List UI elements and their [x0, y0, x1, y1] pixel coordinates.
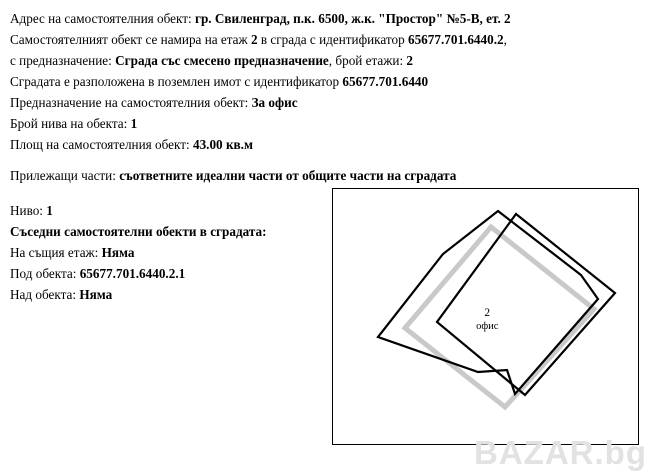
unit-purpose-part-0: Предназначение на самостоятелния обект:	[10, 95, 252, 110]
detail-line-floor-building	[10, 29, 645, 50]
level-part-1: 1	[46, 203, 53, 218]
neighbours-heading	[10, 221, 332, 242]
detail-line-same-floor	[10, 242, 332, 263]
detail-line-below-object	[10, 263, 332, 284]
detail-line-purpose-building	[10, 50, 645, 71]
property-details-block	[10, 8, 645, 186]
plan-room-number: 2	[484, 306, 491, 319]
detail-line-level	[10, 200, 332, 221]
above-object-part-1: Няма	[79, 287, 113, 302]
area-part-1: 43.00 кв.м	[192, 137, 253, 152]
adjacent-parts-part-1: съответните идеални части от общите части на сградата	[119, 168, 457, 183]
floor-building-part-0: Самостоятелният обект се намира на етаж	[10, 32, 251, 47]
plan-room-label	[476, 307, 498, 333]
same-floor-part-1: Няма	[101, 245, 135, 260]
plan-room-name: офис	[476, 320, 499, 332]
below-object-part-0: Под обекта:	[10, 266, 80, 281]
land-property-part-1: 65677.701.6440	[342, 74, 429, 89]
detail-line-land-property	[10, 71, 645, 92]
levels-count-part-0: Брой нива на обекта:	[10, 116, 131, 131]
adjacent-parts-part-0: Прилежащи части:	[10, 168, 120, 183]
purpose-building-part-0: с предназначение:	[10, 53, 116, 68]
floor-plan-container	[332, 186, 645, 445]
lower-section	[10, 186, 645, 445]
detail-line-adjacent-parts	[10, 165, 645, 186]
below-object-part-1: 65677.701.6440.2.1	[79, 266, 186, 281]
level-part-0: Ниво:	[10, 203, 47, 218]
area-part-0: Площ на самостоятелния обект:	[10, 137, 193, 152]
detail-line-address	[10, 8, 645, 29]
detail-line-levels-count	[10, 113, 645, 134]
unit-purpose-part-1: За офис	[251, 95, 298, 110]
levels-count-part-1: 1	[130, 116, 138, 131]
purpose-building-part-2: , брой етажи:	[328, 53, 407, 68]
same-floor-part-0: На същия етаж:	[10, 245, 102, 260]
address-part-1: гр. Свиленград, п.к. 6500, ж.к. "Простор" №5-В, ет. 2	[194, 11, 511, 26]
floor-building-part-1: 2	[250, 32, 258, 47]
floor-building-part-2: в сграда с идентификатор	[257, 32, 408, 47]
neighbours-block	[10, 186, 332, 305]
land-property-part-0: Сградата е разположена в поземлен имот с идентификатор	[10, 74, 343, 89]
detail-line-area	[10, 134, 645, 155]
watermark: BAZAR.bg	[474, 434, 647, 471]
floor-building-part-3: 65677.701.6440.2	[407, 32, 504, 47]
floor-plan-box	[332, 188, 639, 445]
address-part-0: Адрес на самостоятелния обект:	[10, 11, 195, 26]
detail-line-above-object	[10, 284, 332, 305]
neighbours-heading-part-0: Съседни самостоятелни обекти в сградата:	[10, 224, 267, 239]
detail-line-unit-purpose	[10, 92, 645, 113]
purpose-building-part-1: Сграда със смесено предназначение	[115, 53, 329, 68]
purpose-building-part-3: 2	[406, 53, 413, 68]
plan-unit-outline	[378, 211, 598, 394]
above-object-part-0: Над обекта:	[10, 287, 80, 302]
floor-building-part-4: ,	[503, 32, 507, 47]
